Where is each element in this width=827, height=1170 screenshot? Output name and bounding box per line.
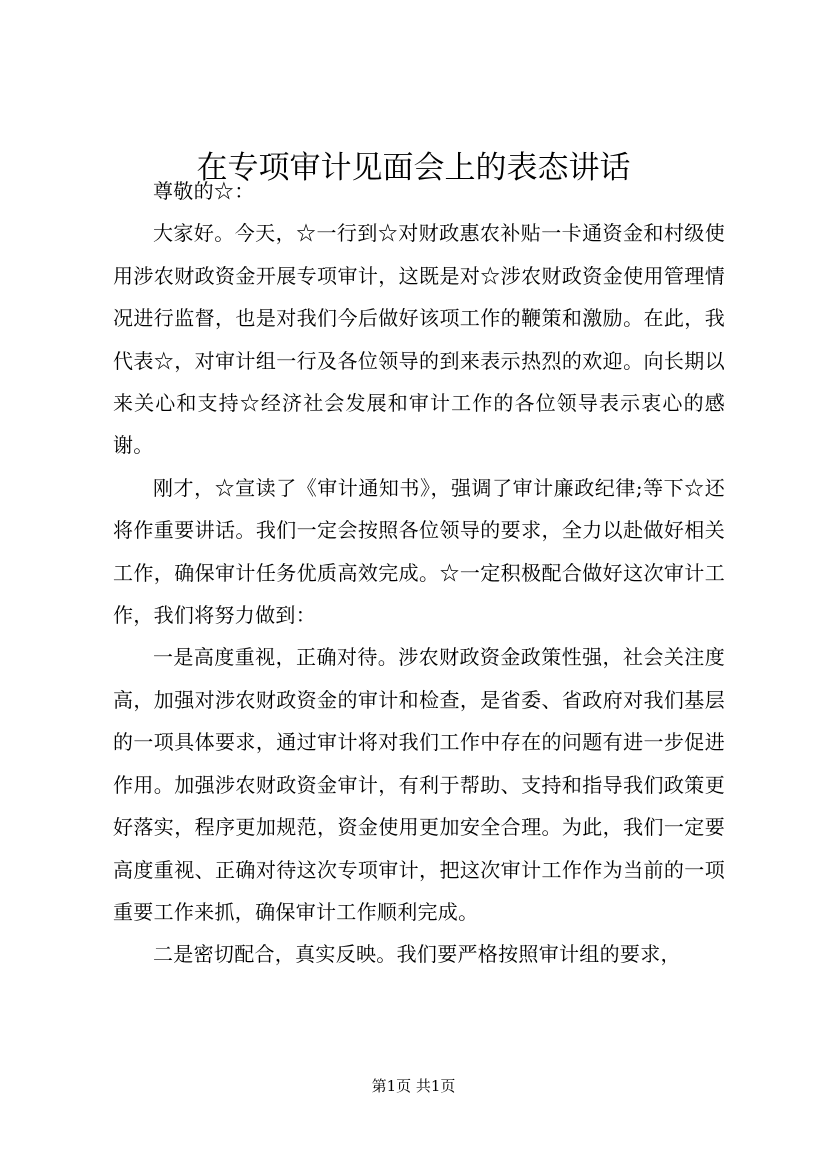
paragraph-greeting: 大家好。今天，☆一行到☆对财政惠农补贴一卡通资金和村级使用涉农财政资金开展专项审计，这既是对☆涉农财政资金使用管理情况进行监督，也是对我们今后做好该项工作的鞭策和激励。在此，我代表☆，对审计组一行及各位领导的到来表示热烈的欢迎。向长期以来关心和支持☆经济社会发展和审计工作的各位领导表示衷心的感谢。 — [113, 221, 725, 458]
paragraph-point-one: 一是高度重视，正确对待。涉农财政资金政策性强，社会关注度高，加强对涉农财政资金的审计和检查，是省委、省政府对我们基层的一项具体要求，通过审计将对我们工作中存在的问题有进一步促进作用。加强涉农财政资金审计，有利于帮助、支持和指导我们政策更好落实，程序更加规范，资金使用更加安全合理。为此，我们一定要高度重视、正确对待这次专项审计，把这次审计工作作为当前的一项重要工作来抓，确保审计工作顺利完成。 — [113, 645, 725, 924]
paragraph-point-two: 二是密切配合，真实反映。我们要严格按照审计组的要求， — [153, 942, 681, 967]
salutation: 尊敬的☆： — [153, 179, 255, 203]
document-body — [113, 170, 725, 976]
paragraph-notice: 刚才，☆宣读了《审计通知书》，强调了审计廉政纪律;等下☆还将作重要讲话。我们一定会按照各位领导的要求，全力以赴做好相关工作，确保审计任务优质高效完成。☆一定积极配合做好这次审计工作，我们将努力做到： — [113, 475, 725, 628]
document-title: 在专项审计见面会上的表态讲话 — [196, 150, 631, 186]
page-number-footer: 第1页 共1页 — [371, 1077, 456, 1095]
